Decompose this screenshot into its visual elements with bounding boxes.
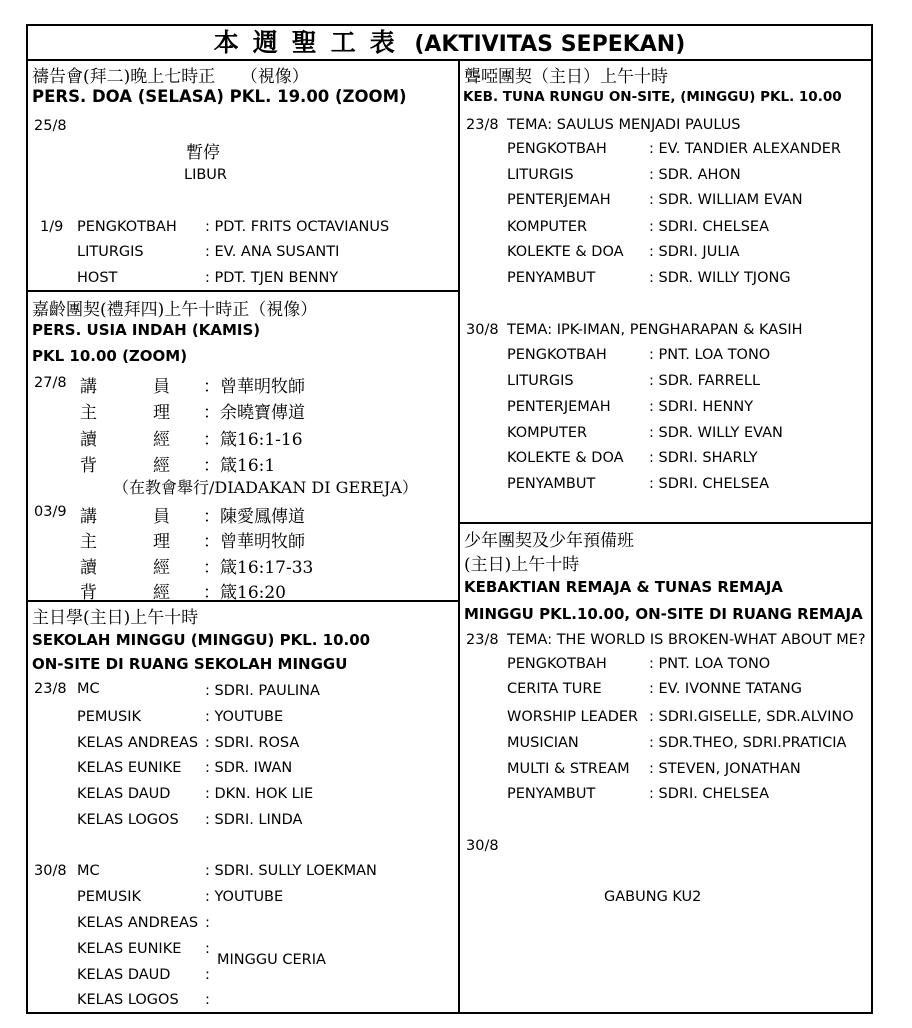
ss-role: KELAS ANDREAS [77,915,199,931]
elder-role: 讀 經 [80,558,170,578]
ss-role: MC [77,681,100,697]
prayer-date-2: 1/9 [40,219,64,235]
ss-role: KELAS DAUD [77,967,171,983]
youth-role: CERITA TURE [507,681,602,697]
elder-name: ：箴16:1-16 [203,430,303,450]
deaf-role: KOMPUTER [507,425,588,441]
deaf-role: PENTERJEMAH [507,192,611,208]
deaf-role: LITURGIS [507,373,574,389]
section-divider-prayer [26,290,460,292]
deaf-name: : SDR. WILLY EVAN [649,425,783,441]
youth-name: : SDRI.GISELLE, SDR.ALVINO [649,709,854,725]
column-divider [458,59,460,1014]
youth-cn-heading-1: 少年團契及少年預備班 [464,531,634,551]
elder-name: ：箴16:1 [203,456,276,476]
deaf-name: : SDRI. SHARLY [649,450,758,466]
ss-role: PEMUSIK [77,889,142,905]
deaf-role: PENYAMBUT [507,270,596,286]
sunday-school-cn-heading: 主日學(主日)上午十時 [32,608,199,628]
elder-role: 讀 經 [80,430,170,450]
deaf-theme-1: TEMA: SAULUS MENJADI PAULUS [507,117,741,133]
deaf-name: : SDR. AHON [649,167,741,183]
youth-heading-2: MINGGU PKL.10.00, ON-SITE DI RUANG REMAJA [464,605,863,623]
title-indonesian: (AKTIVITAS SEPEKAN) [414,32,686,57]
youth-name: : EV. IVONNE TATANG [649,681,803,697]
prayer-name: : PDT. FRITS OCTAVIANUS [205,219,390,235]
elder-role: 講 員 [80,507,170,527]
ss-name: : SDRI. LINDA [205,812,303,828]
ss-role: PEMUSIK [77,709,142,725]
prayer-off: LIBUR [184,167,227,183]
elder-name: ：箴16:17-33 [203,558,314,578]
elder-role: 背 經 [80,583,170,603]
deaf-role: PENTERJEMAH [507,399,611,415]
youth-name: : PNT. LOA TONO [649,656,771,672]
youth-heading-1: KEBAKTIAN REMAJA & TUNAS REMAJA [464,578,783,596]
youth-role: WORSHIP LEADER [507,709,639,725]
elder-cn-heading: 嘉齡團契(禮拜四)上午十時正（視像） [32,300,318,320]
elder-heading-1: PERS. USIA INDAH (KAMIS) [32,321,261,339]
prayer-role: HOST [77,270,118,286]
page-title [28,26,871,60]
elder-name: ：陳愛鳳傳道 [203,507,305,527]
deaf-name: : EV. TANDIER ALEXANDER [649,141,841,157]
sunday-school-heading-1: SEKOLAH MINGGU (MINGGU) PKL. 10.00 [32,631,371,649]
youth-date-2: 30/8 [466,838,499,854]
prayer-date-1: 25/8 [34,118,67,134]
elder-role: 背 經 [80,456,170,476]
deaf-role: KOLEKTE & DOA [507,450,624,466]
ss-role: KELAS DAUD [77,786,171,802]
deaf-name: : SDR. WILLY TJONG [649,270,791,286]
prayer-role: PENGKOTBAH [77,219,177,235]
deaf-name: : SDRI. HENNY [649,399,754,415]
youth-theme-1: TEMA: THE WORLD IS BROKEN-WHAT ABOUT ME? [507,632,866,648]
prayer-name: : EV. ANA SUSANTI [205,244,340,260]
deaf-role: PENGKOTBAH [507,141,607,157]
elder-name: ：曾華明牧師 [203,377,305,397]
deaf-role: LITURGIS [507,167,574,183]
youth-cn-heading-2: (主日)上午十時 [464,555,580,575]
deaf-role: KOLEKTE & DOA [507,244,624,260]
deaf-cn-heading: 聾啞團契（主日）上午十時 [464,67,668,87]
prayer-heading: PERS. DOA (SELASA) PKL. 19.00 (ZOOM) [32,87,407,106]
deaf-theme-2: TEMA: IPK-IMAN, PENGHARAPAN & KASIH [507,322,803,338]
ss-name: : YOUTUBE [205,889,284,905]
elder-role: 主 理 [80,532,170,552]
youth-name: : SDR.THEO, SDRI.PRATICIA [649,735,847,751]
ss-role: KELAS LOGOS [77,812,179,828]
elder-name: ：曾華明牧師 [203,532,305,552]
ss-date-2: 30/8 [34,863,67,879]
ss-role: KELAS LOGOS [77,992,179,1008]
ss-name: : [205,941,210,957]
ss-merged-value: MINGGU CERIA [217,952,326,968]
prayer-name: : PDT. TJEN BENNY [205,270,339,286]
youth-role: MUSICIAN [507,735,579,751]
ss-name: : DKN. HOK LIE [205,786,314,802]
youth-date-1: 23/8 [466,632,499,648]
youth-name: : STEVEN, JONATHAN [649,761,801,777]
ss-name: : [205,992,210,1008]
prayer-cn-off: 暫停 [186,143,220,163]
ss-name: : SDRI. PAULINA [205,683,320,699]
elder-role: 主 理 [80,403,170,423]
sunday-school-heading-2: ON-SITE DI RUANG SEKOLAH MINGGU [32,655,348,673]
elder-note: （在教會舉行/DIADAKAN DI GEREJA） [113,478,418,497]
youth-merged-value: GABUNG KU2 [604,889,702,905]
deaf-role: PENGKOTBAH [507,347,607,363]
elder-name: ：箴16:20 [203,583,286,603]
deaf-date-2: 30/8 [466,322,499,338]
ss-name: : SDRI. SULLY LOEKMAN [205,863,377,879]
deaf-heading: KEB. TUNA RUNGU ON-SITE, (MINGGU) PKL. 10.00 [463,89,842,105]
elder-date-2: 03/9 [34,504,67,520]
ss-role: KELAS ANDREAS [77,735,199,751]
youth-role: PENYAMBUT [507,786,596,802]
deaf-name: : SDRI. CHELSEA [649,219,769,235]
deaf-name: : SDR. FARRELL [649,373,761,389]
ss-name: : SDRI. ROSA [205,735,300,751]
elder-heading-2: PKL 10.00 (ZOOM) [32,347,188,365]
elder-date-1: 27/8 [34,375,67,391]
deaf-role: KOMPUTER [507,219,588,235]
ss-role: MC [77,863,100,879]
youth-role: PENGKOTBAH [507,656,607,672]
ss-date-1: 23/8 [34,681,67,697]
ss-name: : YOUTUBE [205,709,284,725]
deaf-name: : PNT. LOA TONO [649,347,771,363]
deaf-name: : SDRI. CHELSEA [649,476,769,492]
ss-name: : SDR. IWAN [205,760,293,776]
youth-role: MULTI & STREAM [507,761,630,777]
deaf-name: : SDR. WILLIAM EVAN [649,192,803,208]
elder-name: ：余曉寶傳道 [203,403,305,423]
deaf-name: : SDRI. JULIA [649,244,740,260]
prayer-cn-heading: 禱告會(拜二)晚上七時正 （視像） [32,67,309,87]
ss-role: KELAS EUNIKE [77,760,182,776]
section-divider-deaf [458,522,873,524]
youth-name: : SDRI. CHELSEA [649,786,769,802]
deaf-date-1: 23/8 [466,117,499,133]
ss-name: : [205,967,210,983]
ss-role: KELAS EUNIKE [77,941,182,957]
prayer-role: LITURGIS [77,244,144,260]
elder-role: 講 員 [80,377,170,397]
title-chinese: 本週聖工表 [213,28,409,57]
deaf-role: PENYAMBUT [507,476,596,492]
ss-name: : [205,915,210,931]
